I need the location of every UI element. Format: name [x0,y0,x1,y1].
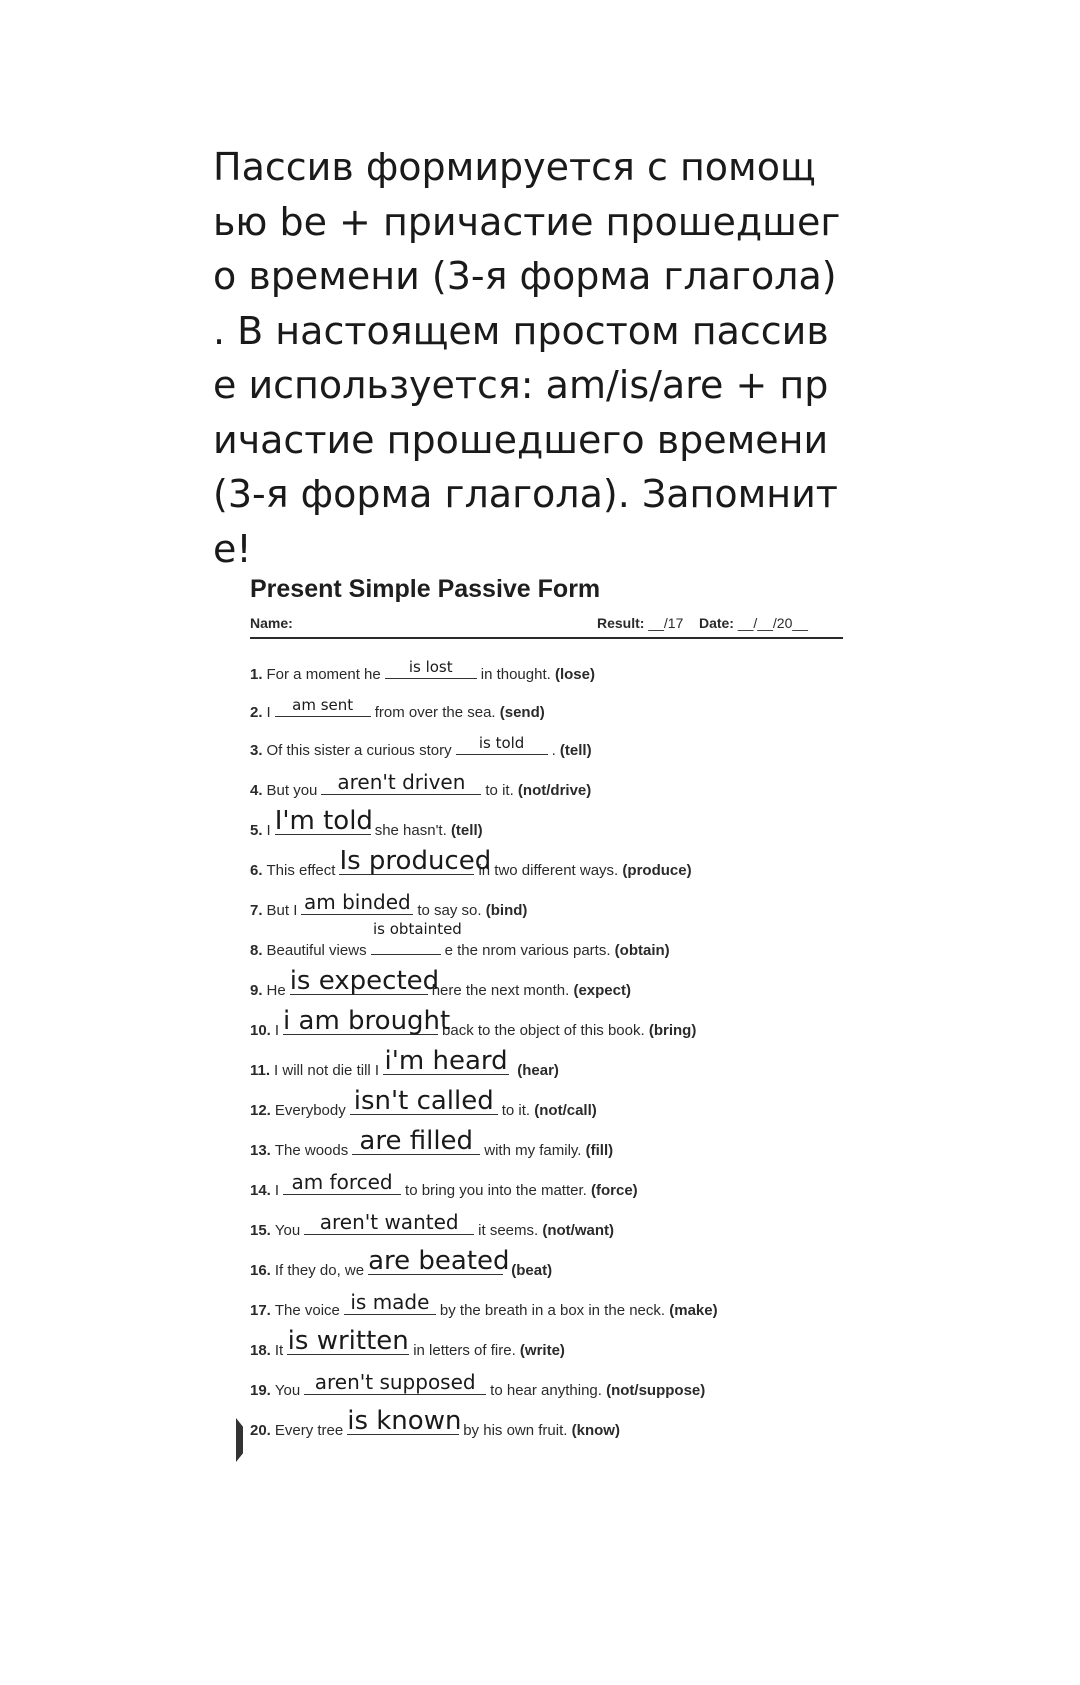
verb-hint: (tell) [450,822,483,839]
item-number: 5. [250,822,263,839]
item-prefix: Beautiful views [266,942,367,959]
date-value: __/__/20__ [737,615,808,631]
item-prefix: I [274,1022,280,1039]
item-number: 18. [250,1342,271,1359]
item-number: 16. [250,1262,271,1279]
item-number: 2. [250,704,263,721]
answer-blank[interactable] [321,770,481,795]
handwritten-answer: is made [350,1290,430,1314]
exercise-item [250,1210,615,1240]
verb-hint: (not/want) [542,1222,615,1239]
worksheet-title: Present Simple Passive Form [250,575,601,603]
handwritten-answer: is written [287,1326,409,1356]
item-suffix: here the next month. [431,982,570,999]
item-prefix: He [266,982,286,999]
verb-hint: (send) [499,704,545,721]
answer-blank[interactable] [344,1290,436,1315]
intro-line: . В настоящем простом пассив [213,308,829,353]
handwritten-answer: am sent [292,696,354,714]
item-prefix: I [266,822,271,839]
verb-hint: (hear) [517,1062,559,1079]
item-number: 14. [250,1182,271,1199]
item-number: 17. [250,1302,271,1319]
worksheet [245,575,845,1480]
item-suffix: with my family. [484,1142,582,1159]
answer-blank[interactable] [301,890,413,915]
item-suffix: to say so. [417,902,482,919]
exercise-item [250,1126,614,1160]
item-prefix: Of this sister a curious story [266,742,452,759]
exercise-item [250,1406,620,1440]
exercise-item [250,770,592,800]
name-label: Name: [250,615,293,631]
item-prefix: You [274,1382,301,1399]
intro-line: е! [213,526,252,571]
exercise-item [250,890,528,920]
handwritten-answer: is expected [289,966,440,996]
handwritten-answer: is known [347,1406,462,1436]
answer-blank[interactable] [339,846,492,876]
item-suffix: to hear anything. [490,1382,602,1399]
item-suffix: in thought. [480,666,551,683]
verb-hint: (beat) [511,1262,553,1279]
intro-line: ью be + причастие прошедшег [213,199,841,244]
item-prefix: For a moment he [266,666,381,683]
item-number: 20. [250,1422,271,1439]
item-suffix: by his own fruit. [463,1422,568,1439]
verb-hint: (write) [519,1342,565,1359]
exercise-item [250,1170,638,1200]
verb-hint: (not/suppose) [606,1382,706,1399]
result-value: __/17 [648,615,684,631]
handwritten-answer: I'm told [274,806,373,836]
verb-hint: (know) [571,1422,620,1439]
item-prefix: But you [266,782,318,799]
verb-hint: (produce) [622,862,692,879]
handwritten-answer: Is produced [339,846,492,876]
exercise-item [250,1046,559,1080]
intro-line: (3-я форма глагола). Запомнит [213,472,838,516]
item-prefix: The voice [274,1302,340,1319]
item-prefix: It [274,1342,284,1359]
handwritten-answer: isn't called [353,1086,494,1116]
item-prefix: Everybody [274,1102,346,1119]
answer-blank[interactable] [289,966,440,996]
handwritten-answer: am forced [291,1170,393,1194]
verb-hint: (bind) [485,902,528,919]
item-prefix: I will not die till I [274,1062,380,1079]
exercise-item [250,1290,718,1320]
item-suffix: e the nrom various parts. [444,942,611,959]
verb-hint: (obtain) [614,942,670,959]
item-suffix: . [551,742,556,759]
handwritten-answer: i'm heard [384,1046,508,1076]
margin-marker [236,1418,243,1462]
answer-blank[interactable] [383,1046,509,1076]
item-prefix: Every tree [274,1422,344,1439]
intro-line: ичастие прошедшего времени [213,417,829,462]
item-suffix: in two different ways. [478,862,619,879]
item-suffix: she hasn't. [374,822,447,839]
answer-blank[interactable] [352,1126,480,1156]
answer-blank[interactable] [456,734,548,755]
answer-blank[interactable] [368,1246,510,1276]
verb-hint: (fill) [585,1142,614,1159]
answer-blank[interactable] [304,1210,474,1235]
item-suffix: by the breath in a box in the neck. [439,1302,666,1319]
item-number: 6. [250,862,263,879]
item-number: 12. [250,1102,271,1119]
item-prefix: But I [266,902,298,919]
intro-line: Пассив формируется с помощ [213,145,816,189]
exercise-item [250,1006,697,1040]
answer-blank[interactable] [287,1326,409,1356]
exercise-item [250,658,595,684]
answer-blank[interactable] [304,1370,486,1395]
exercise-item [250,1370,706,1400]
item-number: 15. [250,1222,271,1239]
intro-line: е используется: am/is/are + пр [213,363,829,407]
verb-hint: (force) [590,1182,638,1199]
handwritten-answer: am binded [304,890,411,914]
item-number: 10. [250,1022,271,1039]
item-prefix: I [274,1182,280,1199]
intro-line: о времени (3-я форма глагола) [213,254,837,298]
item-number: 4. [250,782,263,799]
item-number: 11. [250,1062,271,1079]
exercise-item [250,1246,553,1280]
answer-blank[interactable] [385,658,477,679]
item-prefix: If they do, we [274,1262,365,1279]
item-prefix: This effect [266,862,336,879]
handwritten-note: is obtainted [373,920,462,938]
answer-blank[interactable] [347,1406,462,1436]
exercise-item [250,846,692,880]
handwritten-answer: is lost [408,658,453,676]
item-prefix: The woods [274,1142,349,1159]
verb-hint: (bring) [648,1022,697,1039]
handwritten-answer: are beated [368,1246,510,1276]
verb-hint: (not/call) [534,1102,597,1119]
item-number: 19. [250,1382,271,1399]
item-prefix: I [266,704,271,721]
item-number: 3. [250,742,263,759]
handwritten-answer: is told [478,734,525,752]
exercise-item [250,1086,597,1120]
answer-blank[interactable] [274,806,373,836]
item-suffix: to it. [485,782,514,799]
date-label: Date: [698,615,734,631]
header-divider [250,637,843,639]
exercise-item [250,806,483,840]
verb-hint: (lose) [554,666,595,683]
exercise-item [250,734,592,760]
answer-blank[interactable] [283,1170,401,1195]
exercise-item [250,1326,565,1360]
verb-hint: (tell) [559,742,592,759]
verb-hint: (expect) [573,982,631,999]
item-suffix: back to the object of this book. [442,1022,645,1039]
item-suffix: from over the sea. [374,704,496,721]
item-number: 13. [250,1142,271,1159]
item-number: 1. [250,666,263,683]
item-number: 8. [250,942,263,959]
answer-blank[interactable] [350,1086,498,1116]
item-prefix: You [274,1222,301,1239]
verb-hint: (not/drive) [517,782,592,799]
item-suffix: to bring you into the matter. [405,1182,587,1199]
intro-paragraph [213,140,863,576]
answer-blank[interactable] [283,1006,451,1036]
item-number: 9. [250,982,263,999]
exercise-item [250,938,670,960]
verb-hint: (make) [669,1302,718,1319]
item-suffix: in letters of fire. [413,1342,516,1359]
answer-blank[interactable] [275,696,371,717]
answer-blank[interactable] [371,938,441,955]
item-suffix: to it. [501,1102,531,1119]
handwritten-answer: aren't wanted [319,1210,459,1234]
item-number: 7. [250,902,263,919]
exercise-item [250,966,631,1000]
handwritten-answer: are filled [359,1126,474,1156]
item-suffix: it seems. [478,1222,539,1239]
exercise-item [250,696,545,722]
handwritten-answer: aren't driven [337,770,466,794]
handwritten-answer: i am brought [283,1006,451,1036]
handwritten-answer: aren't supposed [314,1370,476,1394]
result-date-line [597,615,808,631]
result-label: Result: [597,615,645,631]
